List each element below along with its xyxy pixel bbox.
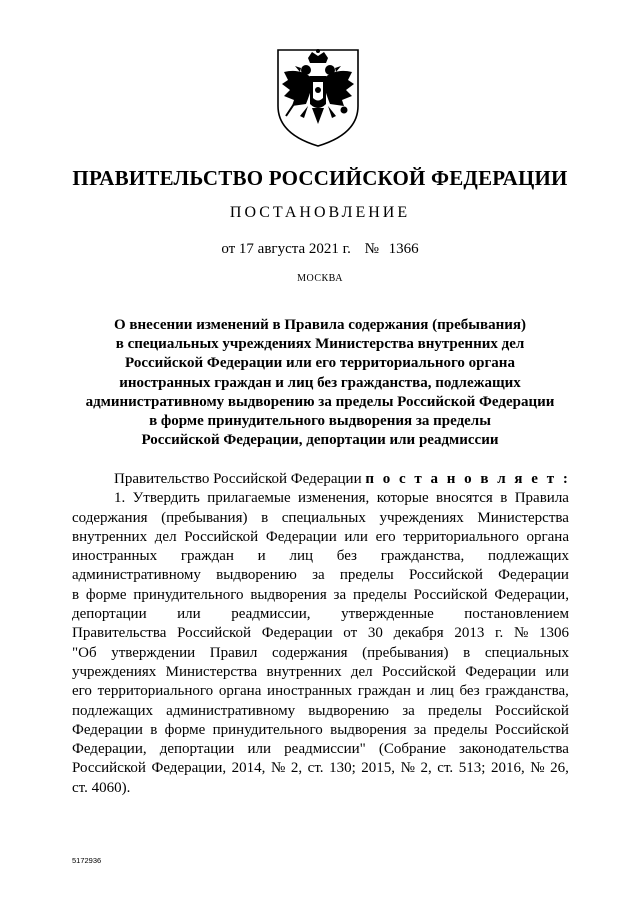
word: принудительного [212, 721, 323, 738]
word: Российской [184, 528, 259, 545]
word: реадмиссии" [284, 741, 366, 758]
word: № [270, 760, 286, 777]
word: гражданства, [485, 683, 569, 700]
word: без [459, 683, 480, 700]
heading-line: административному выдворению за пределы Российской Федерации [85, 393, 555, 410]
word: постановлением [464, 606, 569, 623]
number-sign: № [364, 241, 379, 257]
word: и [257, 548, 266, 565]
word: административному [72, 567, 201, 584]
word: Правил [209, 644, 258, 661]
paragraph-line [72, 682, 569, 701]
word: выдворению [216, 567, 297, 584]
word: территориального [97, 683, 214, 700]
word: № [513, 625, 529, 642]
word: или [247, 741, 271, 758]
word: Российской [408, 567, 483, 584]
word: дел [154, 528, 177, 545]
word: г. [495, 625, 504, 642]
word: пределы [427, 702, 482, 719]
document-body [72, 470, 569, 798]
word: за [312, 567, 325, 584]
paragraph-line [72, 624, 569, 643]
word: Российской [72, 760, 146, 777]
word: или [177, 606, 201, 623]
word: форме [164, 721, 206, 738]
date-number-line [0, 241, 640, 258]
word: иностранных [72, 548, 158, 565]
word: Российской [494, 721, 569, 738]
word: форме [85, 586, 127, 603]
word: внутренних [266, 663, 342, 680]
footer-document-code: 5172936 [72, 856, 102, 865]
document-number: 1366 [388, 241, 419, 257]
paragraph-line [72, 740, 569, 759]
word: 30 [367, 625, 383, 642]
word: территориального [403, 528, 519, 545]
word: за [402, 702, 415, 719]
preamble-text: Правительство Российской Федерации [114, 471, 362, 487]
word: пределы [339, 567, 394, 584]
word: Федерации [261, 625, 333, 642]
word: граждан [180, 548, 234, 565]
word: 4060). [91, 779, 131, 796]
word: в [500, 490, 508, 507]
government-title: ПРАВИТЕЛЬСТВО РОССИЙСКОЙ ФЕДЕРАЦИИ [72, 166, 568, 190]
preamble [72, 470, 569, 489]
word: ст. [437, 760, 454, 777]
word: утвержденные [341, 606, 434, 623]
word: 1. [114, 490, 126, 507]
word: его [375, 528, 396, 545]
heading-line: О внесении изменений в Правила содержания (пребывания) [114, 317, 526, 333]
word: 2013 [454, 625, 485, 642]
word: 2, [290, 760, 303, 777]
word: выдворению [308, 702, 389, 719]
word: органа [526, 528, 569, 545]
word: Федерации, [151, 760, 227, 777]
word: Федерации, [72, 741, 147, 758]
word: Министерства [477, 509, 569, 526]
word: специальных [281, 509, 366, 526]
paragraph-line [72, 663, 569, 682]
paragraph-line [72, 528, 569, 547]
word: Федерации [72, 721, 143, 738]
word: в [150, 721, 158, 738]
word: органа [218, 683, 262, 700]
word: депортации [159, 741, 235, 758]
word: Утвердить [132, 490, 200, 507]
word: 2014, [231, 760, 266, 777]
document-date: от 17 августа 2021 г. [221, 241, 351, 257]
word: Федерации [265, 528, 337, 545]
word: Российской [413, 586, 488, 603]
heading-line: иностранных граждан и лиц без гражданства, подлежащих [119, 374, 521, 391]
word: в [72, 586, 80, 603]
word: Российской [177, 625, 252, 642]
word: внутренних [72, 528, 148, 545]
word: содержания [272, 644, 348, 661]
word: 2, [420, 760, 432, 777]
word: принудительного [133, 586, 244, 603]
word: "Об [72, 644, 97, 661]
heading-line: в форме принудительного выдворения за пределы [149, 413, 491, 430]
word: за [333, 586, 347, 603]
preamble-decree: п о с т а н о в л я е т : [365, 471, 571, 487]
word: 513; [458, 760, 486, 777]
word: утверждении [111, 644, 196, 661]
paragraph-line [72, 566, 569, 585]
word: выдворения [250, 586, 327, 603]
city: МОСКВА [297, 273, 343, 284]
word: реадмиссии, [231, 606, 311, 623]
heading-line: в специальных учреждениях Министерства внутренних дел [115, 336, 525, 353]
word: (пребывания) [362, 644, 449, 661]
word: (Собрание [378, 741, 446, 758]
word: содержания [72, 509, 148, 526]
paragraph-line [72, 509, 569, 528]
word: учреждениях [72, 663, 157, 680]
paragraph-line [72, 644, 569, 663]
heading-line: Российской Федерации, депортации или реадмиссии [141, 432, 499, 449]
word: Федерации [465, 663, 537, 680]
word: Министерства [165, 663, 258, 680]
paragraph-line [72, 489, 569, 508]
word: в [463, 644, 471, 661]
word: специальных [484, 644, 569, 661]
word: или [344, 528, 368, 545]
word: подлежащих [72, 702, 153, 719]
word: 2016, [490, 760, 525, 777]
word: в [261, 509, 269, 526]
word: (пребывания) [161, 509, 248, 526]
paragraph-line [72, 586, 569, 605]
word: от [343, 625, 358, 642]
word: Федерации, [494, 586, 569, 603]
word: за [413, 721, 427, 738]
word: или [545, 663, 569, 680]
paragraph-line [72, 547, 569, 566]
word: лиц [430, 683, 454, 700]
word: граждан [357, 683, 411, 700]
word: законодательства [459, 741, 569, 758]
word: 1306 [538, 625, 569, 642]
paragraph-line [72, 721, 569, 740]
word: 26, [550, 760, 569, 777]
word: вносятся [436, 490, 493, 507]
word: ст. [72, 779, 92, 796]
word: иностранных [267, 683, 353, 700]
word: 2015, [361, 760, 396, 777]
word: административному [166, 702, 296, 719]
document-heading [60, 316, 580, 450]
word: пределы [433, 721, 488, 738]
word: лиц [289, 548, 313, 565]
coat-of-arms-emblem [270, 46, 366, 150]
word: учреждениях [379, 509, 464, 526]
document-type: ПОСТАНОВЛЕНИЕ [229, 204, 411, 221]
word: Федерации [498, 567, 569, 584]
paragraph-line [72, 702, 569, 721]
word: изменения, [298, 490, 370, 507]
word: Российской [495, 702, 569, 719]
paragraph-line [72, 605, 569, 624]
word: его [72, 683, 92, 700]
word: и [416, 683, 425, 700]
word: декабря [393, 625, 444, 642]
word: дел [350, 663, 373, 680]
word: которые [376, 490, 429, 507]
word: депортации [72, 606, 147, 623]
paragraph-line [72, 759, 569, 778]
word: 130; [329, 760, 356, 777]
word: Российской [381, 663, 456, 680]
word: выдворения [330, 721, 407, 738]
word: прилагаемые [207, 490, 291, 507]
word: Правила [514, 490, 569, 507]
paragraph-line [72, 779, 569, 798]
word: подлежащих [488, 548, 569, 565]
word: пределы [352, 586, 407, 603]
heading-line: Российской Федерации или его территориального органа [125, 355, 515, 372]
word: ст. [307, 760, 324, 777]
word: гражданства, [380, 548, 465, 565]
word: № [530, 760, 545, 777]
word: № [400, 760, 415, 777]
word: без [336, 548, 357, 565]
word: Правительства [72, 625, 167, 642]
